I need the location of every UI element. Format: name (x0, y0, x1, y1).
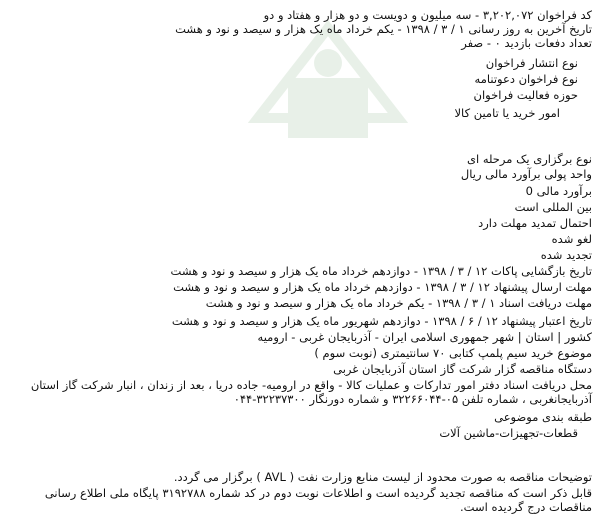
document-address: محل دریافت اسناد دفتر امور تدارکات و عملیات کالا - واقع در ارومیه- جاده دریا ، بعد از زندان ، انبار شرکت گاز استان آذربایجانغربی ، شماره تلفن ۰۵-۳۲۲۶۶۰۴۴ و شماره دورنگار ۳۲۲۳۷۳۰۰-۰۴۴ (30, 378, 592, 406)
location: کشور | استان | شهر جمهوری اسلامی ایران - آذربایجان غربی - ارومیه (257, 330, 592, 344)
financial-estimate: برآورد مالی 0 (525, 184, 592, 198)
activity-field-label: حوزه فعالیت فراخوان (473, 88, 578, 102)
document-deadline: مهلت دریافت اسناد ۱ / ۳ / ۱۳۹۸ - یکم خرداد ماه یک هزار و سیصد و نود و هشت (205, 296, 592, 310)
tender-code: کد فراخوان ۳,۲۰۲,۰۷۲ - سه میلیون و دویست و دو هزار و هفتاد و دو (263, 8, 592, 22)
extension-flag: احتمال تمدید مهلت دارد (478, 216, 592, 230)
international-flag: بین المللی است (514, 200, 592, 214)
renewed-flag: تجدید شده (540, 248, 592, 262)
bid-deadline: مهلت ارسال پیشنهاد ۱۲ / ۳ / ۱۳۹۸ - دوازدهم خرداد ماه یک هزار و سیصد و نود و هشت (173, 280, 592, 294)
description-note: قابل ذکر است که مناقصه تجدید گردیده است و اطلاعات نوبت دوم در کد شماره ۳۱۹۲۷۸۸ پایگاه ملی اطلاع رسانی مناقصات درج گردیده است. (44, 486, 592, 514)
subject: موضوع خرید سیم پلمپ کتابی ۷۰ سانتیمتری (نوبت سوم ) (314, 346, 592, 360)
category-label: طبقه بندی موضوعی (494, 410, 592, 424)
bid-validity-date: تاریخ اعتبار پیشنهاد ۱۲ / ۶ / ۱۳۹۸ - دوازدهم شهریور ماه یک هزار و سیصد و نود و هشت (171, 314, 592, 328)
last-update-date: تاریخ آخرین به روز رسانی ۱ / ۳ / ۱۳۹۸ - یکم خرداد ماه یک هزار و سیصد و نود و هشت (175, 22, 592, 36)
tender-type: نوع فراخوان دعوتنامه (474, 72, 578, 86)
holding-type: نوع برگزاری یک مرحله ای (466, 152, 592, 166)
currency-unit: واحد پولی برآورد مالی ریال (460, 167, 592, 181)
envelope-opening-date: تاریخ بازگشایی پاکات ۱۲ / ۳ / ۱۳۹۸ - دوازدهم خرداد ماه یک هزار و سیصد و نود و هشت (170, 264, 592, 278)
view-count: تعداد دفعات بازدید ۰ - صفر (461, 36, 592, 50)
category-value: قطعات-تجهیزات-ماشین آلات (439, 426, 578, 440)
publish-type: نوع انتشار فراخوان (485, 56, 578, 70)
description: توضیحات مناقصه به صورت محدود از لیست منابع وزارت نفت ( AVL ) برگزار می گردد. (173, 470, 592, 484)
cancelled-flag: لغو شده (551, 232, 592, 246)
activity-field-value: امور خرید یا تامین کالا (454, 106, 560, 120)
organizer: دستگاه مناقصه گزار شرکت گاز استان آذربایجان غربی (333, 362, 592, 376)
